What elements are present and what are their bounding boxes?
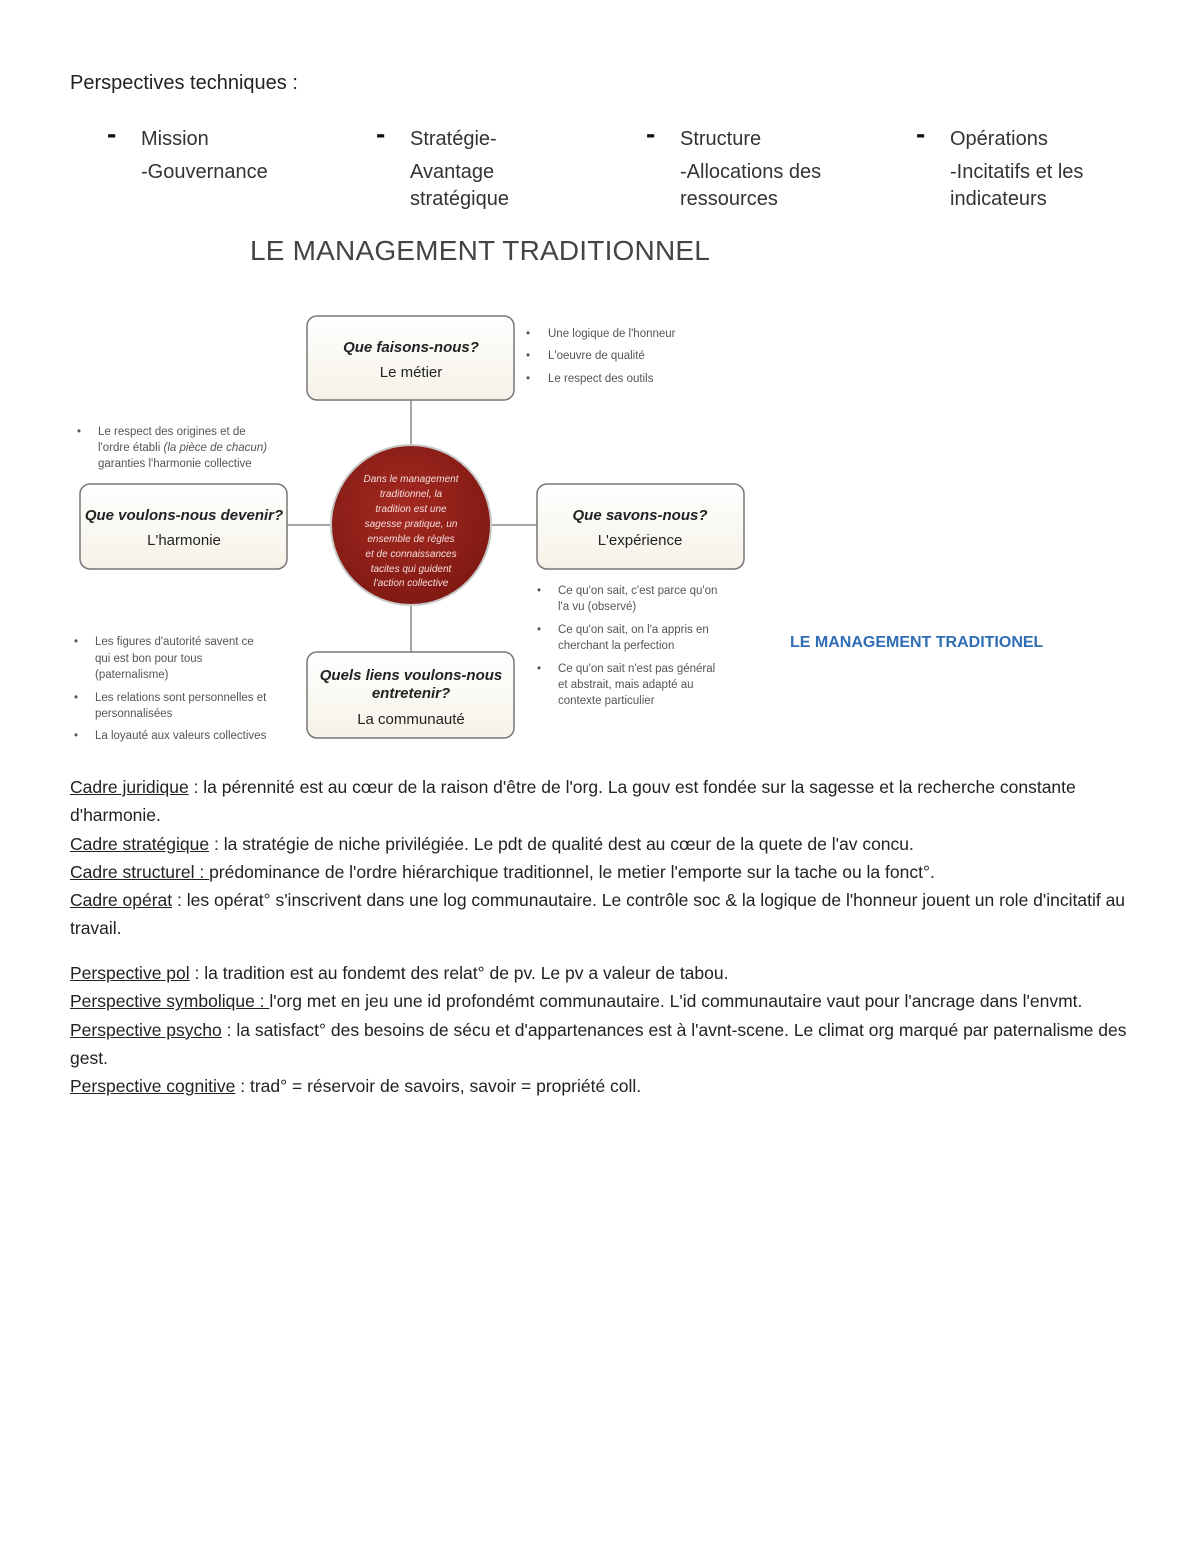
bullet-text: Ce qu'on sait, c'est parce qu'on (558, 585, 718, 597)
center-text-line: traditionnel, la (379, 489, 443, 500)
box-answer: La communauté (357, 711, 465, 728)
box-question: Que voulons-nous devenir? (84, 507, 284, 524)
perspective-structure (646, 118, 860, 213)
bullet-text: contexte particulier (558, 695, 655, 707)
frame-text: la stratégie de niche privilégiée. Le pdt de qualité dest au cœur de la quete de l'av concu. (223, 833, 914, 854)
perspective-subtitle: -Allocations des ressources (680, 161, 822, 210)
center-circle (331, 445, 491, 605)
perspective-paragraph (70, 959, 1130, 987)
center-text-line: l'action collective (373, 578, 449, 589)
box-question: Que faisons-nous? (343, 339, 479, 356)
bullets-experience (537, 585, 717, 707)
frame-sep: : (172, 890, 187, 911)
perspective-mission (107, 118, 381, 186)
perspective-title: Opérations (950, 128, 1048, 150)
bullet-text: La loyauté aux valeurs collectives (95, 730, 267, 742)
frame-paragraph (70, 830, 1130, 858)
bullet-text: Les relations sont personnelles et (95, 692, 267, 704)
bullet-text: et abstrait, mais adapté au (558, 679, 694, 691)
page-heading: Perspectives techniques : (70, 72, 298, 94)
bullet-dot: • (537, 663, 542, 675)
frame-label: Cadre opérat (70, 890, 173, 911)
perspective-title: Stratégie- (410, 128, 497, 150)
frame-label: Cadre juridique (70, 777, 189, 797)
bullet-text: personnalisées (95, 708, 173, 720)
perspective-subtitle: Avantage stratégique (410, 161, 509, 210)
diagram-title: LE MANAGEMENT TRADITIONNEL (250, 235, 711, 266)
perspective-text: trad° = réservoir de savoirs, savoir = propriété coll. (249, 1076, 642, 1097)
bullet-text: Le respect des origines et de (98, 426, 246, 438)
box-question: Quels liens voulons-nous (319, 667, 503, 684)
perspective-sep: : (235, 1076, 250, 1097)
perspective-label: Perspective psycho (70, 1019, 222, 1040)
dash-bullet: - (376, 118, 386, 149)
bullet-text: qui est bon pour tous (95, 653, 203, 665)
box-metier (307, 316, 514, 400)
center-text-line: sagesse pratique, un (364, 519, 458, 530)
box-answer: L'harmonie (147, 532, 221, 549)
frame-sep: : (188, 777, 204, 797)
bullet-text: Les figures d'autorité savent ce (95, 636, 254, 648)
bullet-text (98, 442, 267, 454)
dash-bullet: - (916, 118, 926, 149)
center-text-line: ensemble de règles (367, 534, 455, 545)
perspective-text: la tradition est au fondemt des relat° de pv. Le pv a valeur de tabou. (204, 963, 729, 983)
box-experience (537, 484, 744, 569)
bullet-dot: • (74, 636, 79, 648)
dash-bullet: - (646, 118, 656, 149)
bullet-dot: • (537, 585, 542, 597)
perspective-text: la satisfact° des besoins de sécu et d'appartenances est à l'avnt-scene. Le climat org marqué par paternalisme des gest. (70, 1019, 1127, 1068)
perspective-text: l'org met en jeu une id profondémt communautaire. L'id communautaire vaut pour l'ancrage dans l'envmt. (269, 991, 1083, 1012)
center-text-line: Dans le management (363, 474, 459, 485)
dash-bullet: - (107, 118, 117, 149)
perspective-strategie (376, 118, 610, 213)
perspective-operations (916, 118, 1120, 213)
perspective-paragraph (70, 1072, 1130, 1100)
bullet-dot: • (74, 692, 79, 704)
center-text-line: et de connaissances (365, 549, 457, 560)
frames-section (70, 773, 1130, 943)
frame-sep: : (209, 833, 224, 854)
bullet-text: cherchant la perfection (558, 640, 675, 652)
perspective-subtitle: -Incitatifs et les indicateurs (950, 161, 1084, 210)
bullet-text: Ce qu'on sait n'est pas général (558, 663, 716, 675)
perspective-subtitle: -Gouvernance (141, 161, 268, 183)
bullet-dot: • (74, 730, 79, 742)
box-harmonie (80, 484, 287, 569)
frame-text: les opérat° s'inscrivent dans une log communautaire. Le contrôle soc & la logique de l'honneur jouent un role d'incitatif au travail. (70, 890, 1126, 939)
box-answer: Le métier (379, 364, 443, 381)
perspective-title: Structure (680, 128, 762, 150)
center-text-line: tacites qui guident (370, 564, 452, 575)
box-question: Que savons-nous? (572, 507, 708, 524)
box-question: entretenir? (371, 685, 451, 702)
center-text-line: tradition est une (375, 504, 447, 515)
perspective-sep: : (189, 963, 205, 983)
bullet-text: L'oeuvre de qualité (548, 350, 645, 362)
bullets-harmonie (77, 426, 267, 470)
bullet-dot: • (526, 350, 531, 362)
bullet-text: garanties l'harmonie collective (98, 458, 252, 470)
perspective-paragraph (70, 1016, 1130, 1073)
bullet-text: Une logique de l'honneur (548, 328, 676, 340)
bullet-text: Ce qu'on sait, on l'a appris en (558, 624, 709, 636)
frame-label: Cadre stratégique (70, 833, 210, 854)
perspective-paragraph (70, 987, 1130, 1015)
perspective-label: Perspective symbolique : (70, 991, 270, 1012)
bullet-text: Le respect des outils (548, 373, 654, 385)
management-diagram (60, 300, 760, 750)
box-communaute (307, 652, 514, 738)
frame-paragraph (70, 858, 1130, 886)
bullet-text: l'a vu (observé) (558, 601, 637, 613)
side-label: LE MANAGEMENT TRADITIONEL (790, 634, 1044, 651)
bullet-dot: • (526, 328, 531, 340)
frame-text: prédominance de l'ordre hiérarchique traditionnel, le metier l'emporte sur la tache ou la fonct°. (209, 861, 935, 882)
bullet-dot: • (537, 624, 542, 636)
perspective-sep: : (221, 1019, 237, 1040)
bullet-dot: • (526, 373, 531, 385)
frame-paragraph (70, 886, 1130, 943)
perspective-title: Mission (141, 128, 209, 150)
frame-label: Cadre structurel : (70, 861, 210, 882)
perspective-label: Perspective pol (70, 963, 190, 983)
bullet-text: (paternalisme) (95, 669, 169, 681)
box-answer: L'expérience (597, 532, 683, 549)
frame-paragraph (70, 773, 1130, 830)
perspective-label: Perspective cognitive (70, 1076, 236, 1097)
bullets-communaute (74, 636, 267, 742)
bullets-metier (526, 328, 676, 385)
bullet-dot: • (77, 426, 82, 438)
bullet-text-part: l'ordre établi (98, 442, 164, 454)
frame-text: la pérennité est au cœur de la raison d'être de l'org. La gouv est fondée sur la sagesse et la recherche constante d'harmonie. (70, 777, 1076, 826)
perspectives-section (70, 959, 1130, 1100)
bullet-text-italic: (la pièce de chacun) (163, 442, 268, 454)
